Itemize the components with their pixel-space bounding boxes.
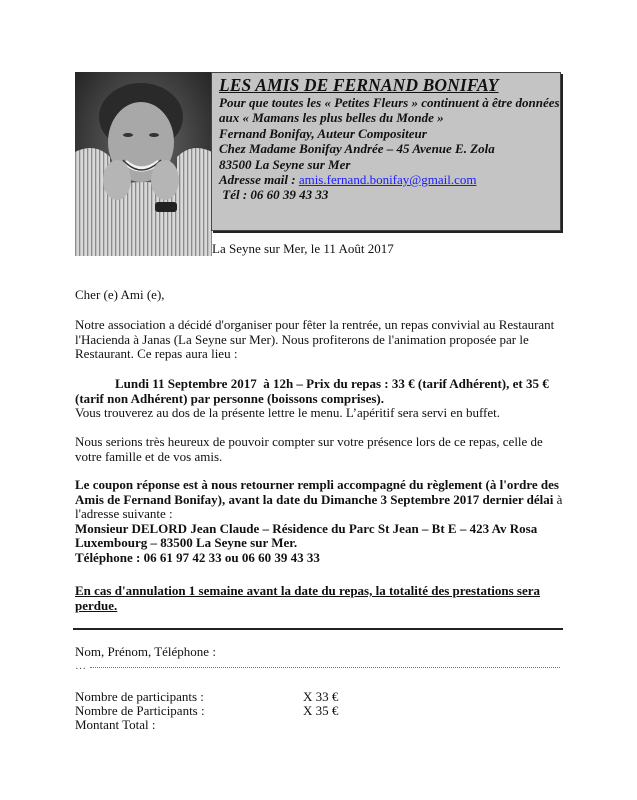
coupon-line-bold: Amis de Fernand Bonifay), avant la date du Dimanche 3 Septembre 2017 dernier délai [75, 491, 554, 507]
phone-line: Tél : 06 60 39 43 33 [219, 187, 329, 203]
date-line: La Seyne sur Mer, le 11 Août 2017 [212, 241, 394, 256]
email-link[interactable]: amis.fernand.bonifay@gmail.com [298, 172, 477, 188]
row-price: X 35 € [303, 703, 339, 718]
row-price: X 33 € [303, 689, 339, 704]
email-label: Adresse mail : [219, 172, 299, 188]
event-line: (tarif non Adhérent) par personne (boissons comprises). [75, 390, 385, 406]
tagline-line-1: Pour que toutes les « Petites Fleurs » continuent à être données [219, 95, 560, 110]
name-field-label: Nom, Prénom, Téléphone : [75, 644, 216, 659]
intro-paragraph [75, 318, 554, 362]
tagline-line-2: aux « Mamans les plus belles du Monde » [219, 110, 444, 126]
intro-line: Notre association a décidé d'organiser pour fêter la rentrée, un repas convivial au Restaurant [75, 317, 555, 332]
event-line: Lundi 11 Septembre 2017 à 12h – Prix du repas : 33 € (tarif Adhérent), et 35 € [115, 376, 549, 391]
email-line [219, 172, 560, 187]
hope-paragraph [75, 435, 543, 464]
name-field-line[interactable] [90, 667, 560, 668]
coupon-instructions [75, 478, 562, 565]
row-label: Nombre de participants : [75, 689, 204, 704]
address-line: Chez Madame Bonifay Andrée – 45 Avenue E. Zola [219, 141, 495, 157]
portrait-photo [75, 72, 212, 256]
association-header [211, 72, 561, 231]
hope-line: Nous serions très heureux de pouvoir compter sur votre présence lors de ce repas, celle de [75, 434, 543, 449]
participants-row [75, 690, 375, 704]
intro-line: Restaurant. Ce repas aura lieu : [75, 346, 238, 361]
coupon-cut-line [73, 628, 563, 630]
coupon-line: l'adresse suivante : [75, 506, 173, 521]
event-details [75, 377, 549, 421]
total-row [75, 718, 375, 732]
row-label: Montant Total : [75, 717, 156, 732]
participants-table [75, 690, 375, 732]
greeting: Cher (e) Ami (e), [75, 287, 165, 302]
intro-line: l'Hacienda à Janas (La Seyne sur Mer). Nous profiterons de l'animation proposée par le [75, 331, 529, 347]
cancellation-line: En cas d'annulation 1 semaine avant la date du repas, la totalité des prestations sera [75, 583, 541, 598]
menu-note: Vous trouverez au dos de la présente lettre le menu. L’apéritif sera servi en buffet. [75, 405, 500, 420]
dots-prefix: … [75, 660, 86, 672]
cancellation-notice [75, 584, 540, 613]
hope-line: votre famille et de vos amis. [75, 448, 223, 464]
row-label: Nombre de Participants : [75, 703, 205, 718]
cancellation-line: perdue. [75, 597, 118, 613]
city-line: 83500 La Seyne sur Mer [219, 156, 351, 172]
address-line: Monsieur DELORD Jean Claude – Résidence du Parc St Jean – Bt E – 423 Av Rosa [75, 520, 538, 536]
coupon-line-tail: à [553, 491, 563, 507]
coupon-line: Le coupon réponse est à nous retourner rempli accompagné du règlement (à l'ordre des [75, 477, 559, 492]
participants-row [75, 704, 375, 718]
association-title: LES AMIS DE FERNAND BONIFAY [219, 75, 499, 95]
coupon-line [75, 493, 562, 508]
address-line: Luxembourg – 83500 La Seyne sur Mer. [75, 535, 298, 550]
author-line: Fernand Bonifay, Auteur Compositeur [219, 125, 427, 141]
phone-line: Téléphone : 06 61 97 42 33 ou 06 60 39 43 33 [75, 549, 320, 565]
